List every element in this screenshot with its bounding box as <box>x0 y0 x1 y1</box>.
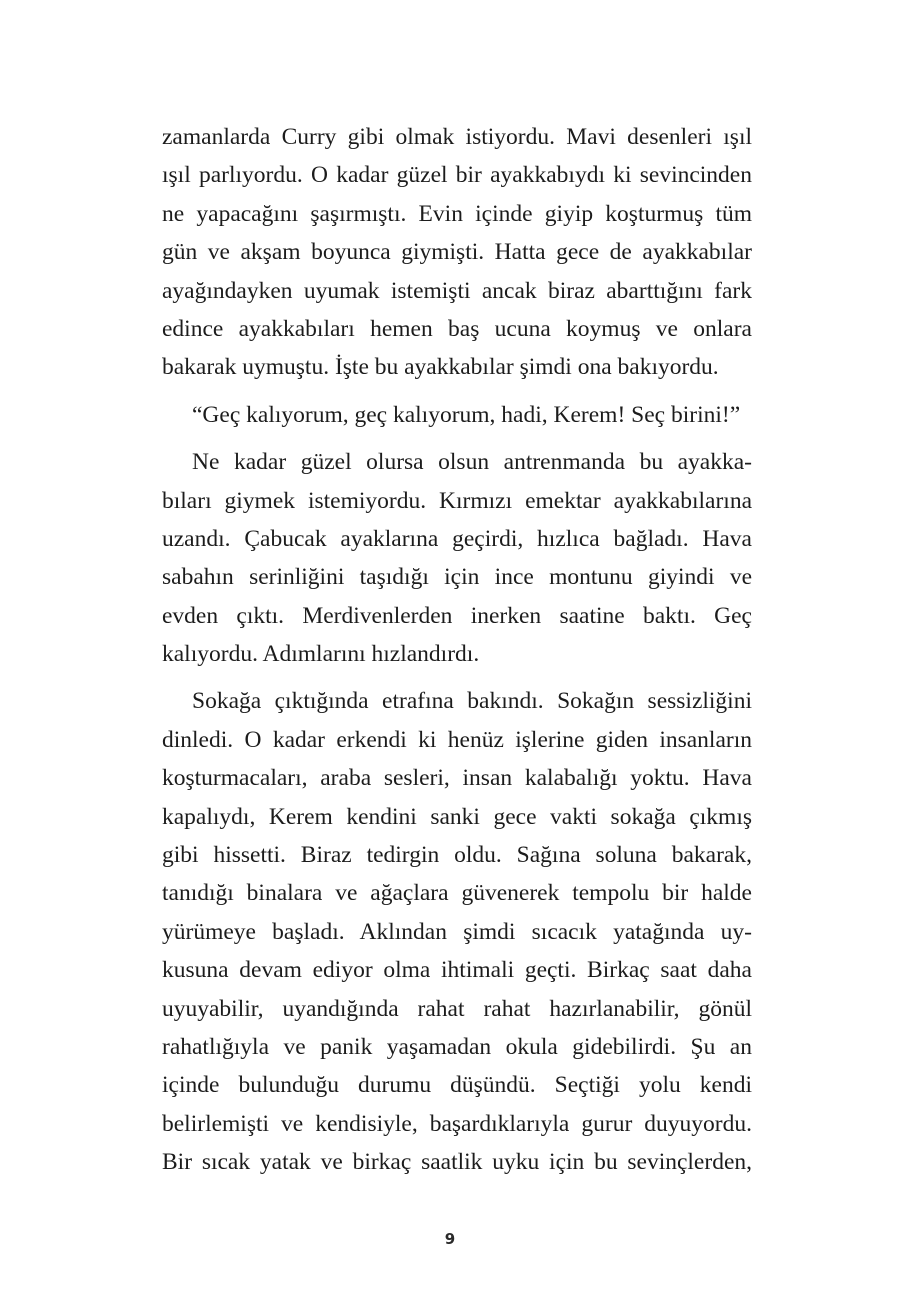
paragraph-gap <box>162 673 752 682</box>
text-line: koşturmacaları, araba sesleri, insan kalabalığı yoktu. Hava <box>162 765 752 792</box>
body-text <box>162 118 752 1182</box>
text-line: dinledi. O kadar erkendi ki henüz işlerine giden insanların <box>162 726 752 753</box>
text-line: kusuna devam ediyor olma ihtimali geçti. Birkaç saat daha <box>162 957 752 984</box>
text-line: uyuyabilir, uyandığında rahat rahat hazırlanabilir, gönül <box>162 995 752 1022</box>
text-line: “Geç kalıyorum, geç kalıyorum, hadi, Kerem! Seç birini!” <box>192 401 741 428</box>
text-line: ışıl parlıyordu. O kadar güzel bir ayakkabıydı ki sevincinden <box>162 162 752 189</box>
page-number: 9 <box>444 1230 456 1248</box>
paragraph-gap <box>162 387 752 396</box>
text-line: Sokağa çıktığında etrafına bakındı. Sokağın sessizliğini <box>192 688 752 715</box>
text-line: ayağındayken uyumak istemişti ancak biraz abarttığını fark <box>162 277 752 304</box>
text-line: bakarak uymuştu. İşte bu ayakkabılar şimdi ona bakıyordu. <box>162 354 719 381</box>
text-line: uzandı. Çabucak ayaklarına geçirdi, hızlıca bağladı. Hava <box>162 525 752 552</box>
text-line: gibi hissetti. Biraz tedirgin oldu. Sağına soluna bakarak, <box>162 842 752 869</box>
text-line: rahatlığıyla ve panik yaşamadan okula gidebilirdi. Şu an <box>162 1033 752 1060</box>
paragraph <box>162 682 752 1181</box>
text-line: Ne kadar güzel olursa olsun antrenmanda bu ayakka- <box>192 449 752 476</box>
text-line: içinde bulunduğu durumu düşündü. Seçtiği yolu kendi <box>162 1072 752 1099</box>
text-line: ne yapacağını şaşırmıştı. Evin içinde giyip koşturmuş tüm <box>162 200 752 227</box>
text-line: tanıdığı binalara ve ağaçlara güvenerek tempolu bir halde <box>162 880 752 907</box>
text-line: edince ayakkabıları hemen baş ucuna koymuş ve onlara <box>162 315 752 342</box>
text-line: zamanlarda Curry gibi olmak istiyordu. Mavi desenleri ışıl <box>162 124 752 150</box>
text-line: bıları giymek istemiyordu. Kırmızı emektar ayakkabılarına <box>162 487 752 514</box>
paragraph <box>162 443 752 673</box>
text-line: Bir sıcak yatak ve birkaç saatlik uyku için bu sevinçlerden, <box>162 1149 752 1176</box>
text-line: sabahın serinliğini taşıdığı için ince montunu giyindi ve <box>162 564 752 591</box>
text-line: yürümeye başladı. Aklından şimdi sıcacık yatağında uy- <box>162 918 752 945</box>
text-line: kalıyordu. Adımlarını hızlandırdı. <box>162 641 480 668</box>
paragraph <box>162 118 752 387</box>
paragraph <box>162 396 752 434</box>
paragraph-gap <box>162 434 752 443</box>
text-line: belirlemişti ve kendisiyle, başardıklarıyla gurur duyuyordu. <box>162 1110 752 1137</box>
text-line: evden çıktı. Merdivenlerden inerken saatine baktı. Geç <box>162 602 752 629</box>
text-line: gün ve akşam boyunca giymişti. Hatta gece de ayakkabılar <box>162 239 752 266</box>
text-line: kapalıydı, Kerem kendini sanki gece vakti sokağa çıkmış <box>162 803 752 830</box>
